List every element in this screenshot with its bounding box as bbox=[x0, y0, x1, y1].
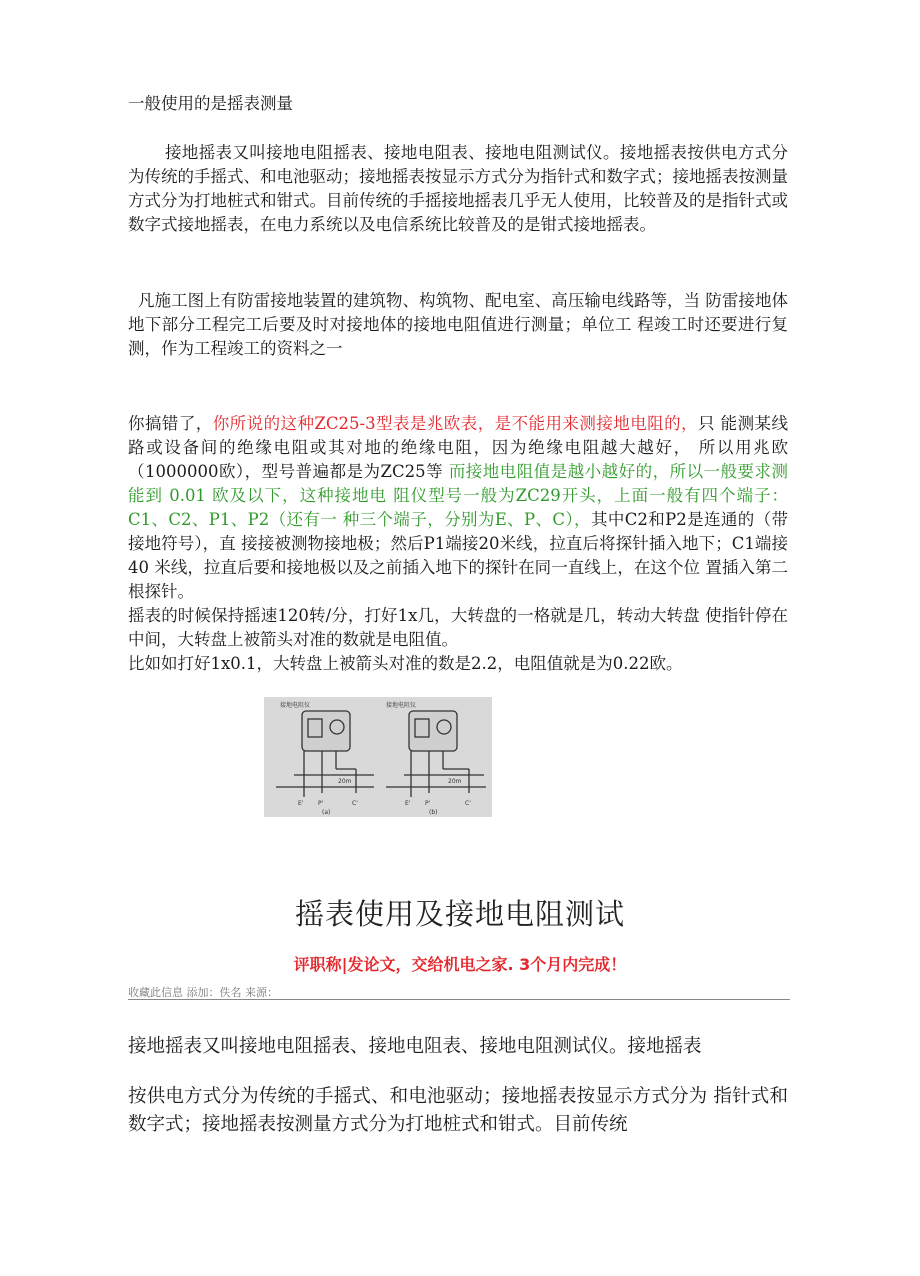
body-paragraph-2: 按供电方式分为传统的手摇式、和电池驱动；接地摇表按显示方式分为 指针式和数字式；接地摇表按测量方式分为打地桩式和钳式。目前传统 bbox=[128, 1086, 788, 1135]
right-note: 接地电阻仪 bbox=[386, 702, 417, 709]
dist-3: 20m bbox=[448, 778, 462, 785]
answer-example: 比如如打好1x0.1，大转盘上被箭头对准的数是2.2，电阻值就是为0.22欧。 bbox=[128, 654, 683, 673]
promo-link[interactable]: 评职称|发论文，交给机电之家. 3个月内完成！ bbox=[293, 955, 627, 974]
body-line-1: 接地摇表又叫接地电阻摇表、接地电阻表、接地电阻测试仪。接地摇表 bbox=[128, 1036, 702, 1057]
answer-wiring: 其中C2和P2是连通的（带接地符号），直 接接被测物接地极；然后P1端接20米线，拉直后将探针插入地下；C1端接 40 米线，拉直后要和接地极以及之前插入地下的探针在同一直线上，在这个位 置插入第二根探针。 bbox=[128, 510, 788, 601]
paragraph-lightning-grounding: 凡施工图上有防雷接地装置的建筑物、构筑物、配电室、高压输电线路等，当 防雷接地体地下部分工程完工后要及时对接地体的接地电阻值进行测量；单位工 程竣工时还要进行复测，作为工程竣工的资料之一 bbox=[128, 291, 788, 358]
label-e-left: E' bbox=[298, 800, 304, 807]
meta-divider bbox=[128, 999, 790, 1000]
label-c-left: C' bbox=[352, 800, 358, 807]
answer-paragraph bbox=[128, 412, 788, 604]
wiring-diagram-figure bbox=[264, 697, 492, 817]
label-p-right: P' bbox=[425, 800, 431, 807]
left-note: 接地电阻仪 bbox=[280, 702, 311, 709]
answer-intro: 你搞错了， bbox=[128, 414, 213, 433]
answer-megohm-explanation: 只 能测某线路或设备间的绝缘电阻或其对地的绝缘电阻，因为绝缘电阻越大越好， 所以用兆欧（1000000欧），型号普遍都是为ZC25等 bbox=[128, 414, 788, 481]
article-title: 摇表使用及接地电阻测试 bbox=[294, 897, 625, 931]
label-c-right: C' bbox=[465, 800, 471, 807]
answer-crank-speed: 摇表的时候保持摇速120转/分，打好1x几，大转盘的一格就是几，转动大转盘 使指针停在中间，大转盘上被箭头对准的数就是电阻值。 bbox=[128, 606, 788, 649]
caption-b: (b) bbox=[429, 809, 438, 816]
dist-1: 20m bbox=[338, 778, 352, 785]
answer-block bbox=[128, 412, 788, 676]
paragraph-meter-types: 接地摇表又叫接地电阻摇表、接地电阻表、接地电阻测试仪。接地摇表按供电方式分为传统的手摇式、和电池驱动；接地摇表按显示方式分为指针式和数字式；接地摇表按测量方式分为打地桩式和钳式。目前传统的手摇接地摇表几乎无人使用，比较普及的是指针式或数字式接地摇表，在电力系统以及电信系统比较普及的是钳式接地摇表。 bbox=[128, 143, 788, 234]
article-meta: 收藏此信息 添加：佚名 来源： bbox=[128, 986, 278, 999]
caption-a: (a) bbox=[322, 809, 331, 816]
intro-line: 一般使用的是摇表测量 bbox=[128, 94, 293, 113]
answer-green-ground-tester: 而接地电阻值是越小越好的，所以一般要求测能到 0.01 欧及以下，这种接地电 阻仪型号一般为ZC29开头，上面一般有四个端子：C1、C2、P1、P2（还有一 种三个端子，分别为E、P、C）， bbox=[128, 462, 788, 529]
label-p-left: P' bbox=[318, 800, 324, 807]
answer-red-warning: 你所说的这种ZC25-3型表是兆欧表，是不能用来测接地电阻的， bbox=[212, 414, 699, 433]
wiring-diagram-svg bbox=[264, 697, 492, 817]
label-e-right: E' bbox=[405, 800, 411, 807]
